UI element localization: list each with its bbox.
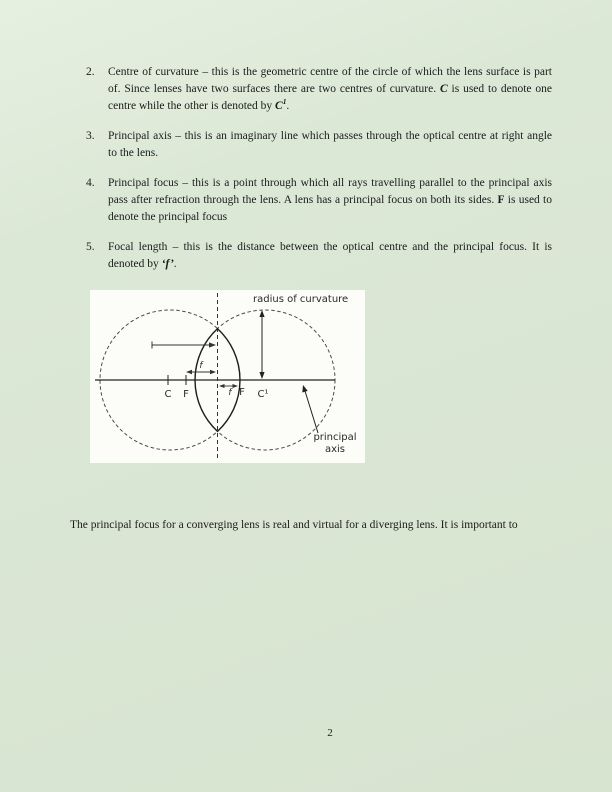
definitions-list <box>86 64 552 286</box>
item-number: 3. <box>86 130 95 142</box>
principal-axis-label-line1: principal <box>313 432 357 443</box>
item-text <box>108 128 552 162</box>
list-item-centre-of-curvature <box>86 64 552 115</box>
item-text <box>108 64 552 115</box>
radius-measure-bottom-arrowhead <box>259 372 264 379</box>
item-number: 5. <box>86 241 95 253</box>
focus-f-left-label: F <box>183 389 189 400</box>
item-text-segment: . <box>286 100 290 112</box>
closing-paragraph: The principal focus for a converging lens is real and virtual for a diverging lens. It is important to <box>70 518 518 531</box>
list-item-principal-axis <box>86 128 552 162</box>
focal-measure-right-b <box>233 384 239 388</box>
centre-c1-label: C¹ <box>257 389 269 400</box>
focal-measure-left-arrowhead <box>186 370 192 374</box>
parallel-ray-arrowhead <box>209 342 216 347</box>
item-text-segment: . <box>173 258 177 270</box>
page-number: 2 <box>327 727 333 739</box>
item-text-segment: Focal length – this is the distance between the optical centre and the principal focus. It is denoted by <box>108 241 552 270</box>
item-text <box>108 175 552 226</box>
focus-f-right-label: F <box>239 387 245 398</box>
item-text-segment: F <box>497 194 505 206</box>
lens-diagram-figure <box>90 290 365 463</box>
principal-axis-callout-arrowhead <box>302 385 307 393</box>
principal-axis-label-line2: axis <box>324 444 346 455</box>
item-number: 4. <box>86 177 95 189</box>
item-text-segment: Principal focus – this is a point through which all rays travelling parallel to the principal axis pass after refraction through the lens. A lens has a principal focus on both its sides. <box>108 177 552 206</box>
radius-of-curvature-label: radius of curvature <box>253 294 349 305</box>
focal-measure-right-a <box>219 384 225 388</box>
item-text-segment: C <box>439 83 448 95</box>
item-number: 2. <box>86 66 95 78</box>
radius-measure-top-arrowhead <box>259 310 264 317</box>
item-text-segment: Centre of curvature – this is the geometric centre of the circle of which the lens surface is part of. Since lenses have two surfaces there are two centres of curvature. <box>108 66 552 95</box>
focal-length-label-right: f <box>228 388 232 398</box>
item-text <box>108 239 552 273</box>
focal-measure-right-arrowhead <box>210 370 216 374</box>
item-text-segment: C <box>275 100 283 112</box>
list-item-principal-focus <box>86 175 552 226</box>
item-text-segment: is used to denote the principal focus <box>108 194 553 223</box>
focal-length-label-top: f <box>199 361 203 371</box>
centre-c-label: C <box>164 389 172 400</box>
lens-diagram <box>90 290 365 463</box>
principal-axis-callout-line <box>305 391 318 433</box>
item-text-segment: ‘f’ <box>161 258 174 270</box>
item-text-segment: is used to denote one centre while the other is denoted by <box>108 83 552 112</box>
list-item-focal-length <box>86 239 552 273</box>
item-text-superscript: 1 <box>282 97 287 107</box>
item-text-segment: Principal axis – this is an imaginary line which passes through the optical centre at right angle to the lens. <box>108 130 552 159</box>
